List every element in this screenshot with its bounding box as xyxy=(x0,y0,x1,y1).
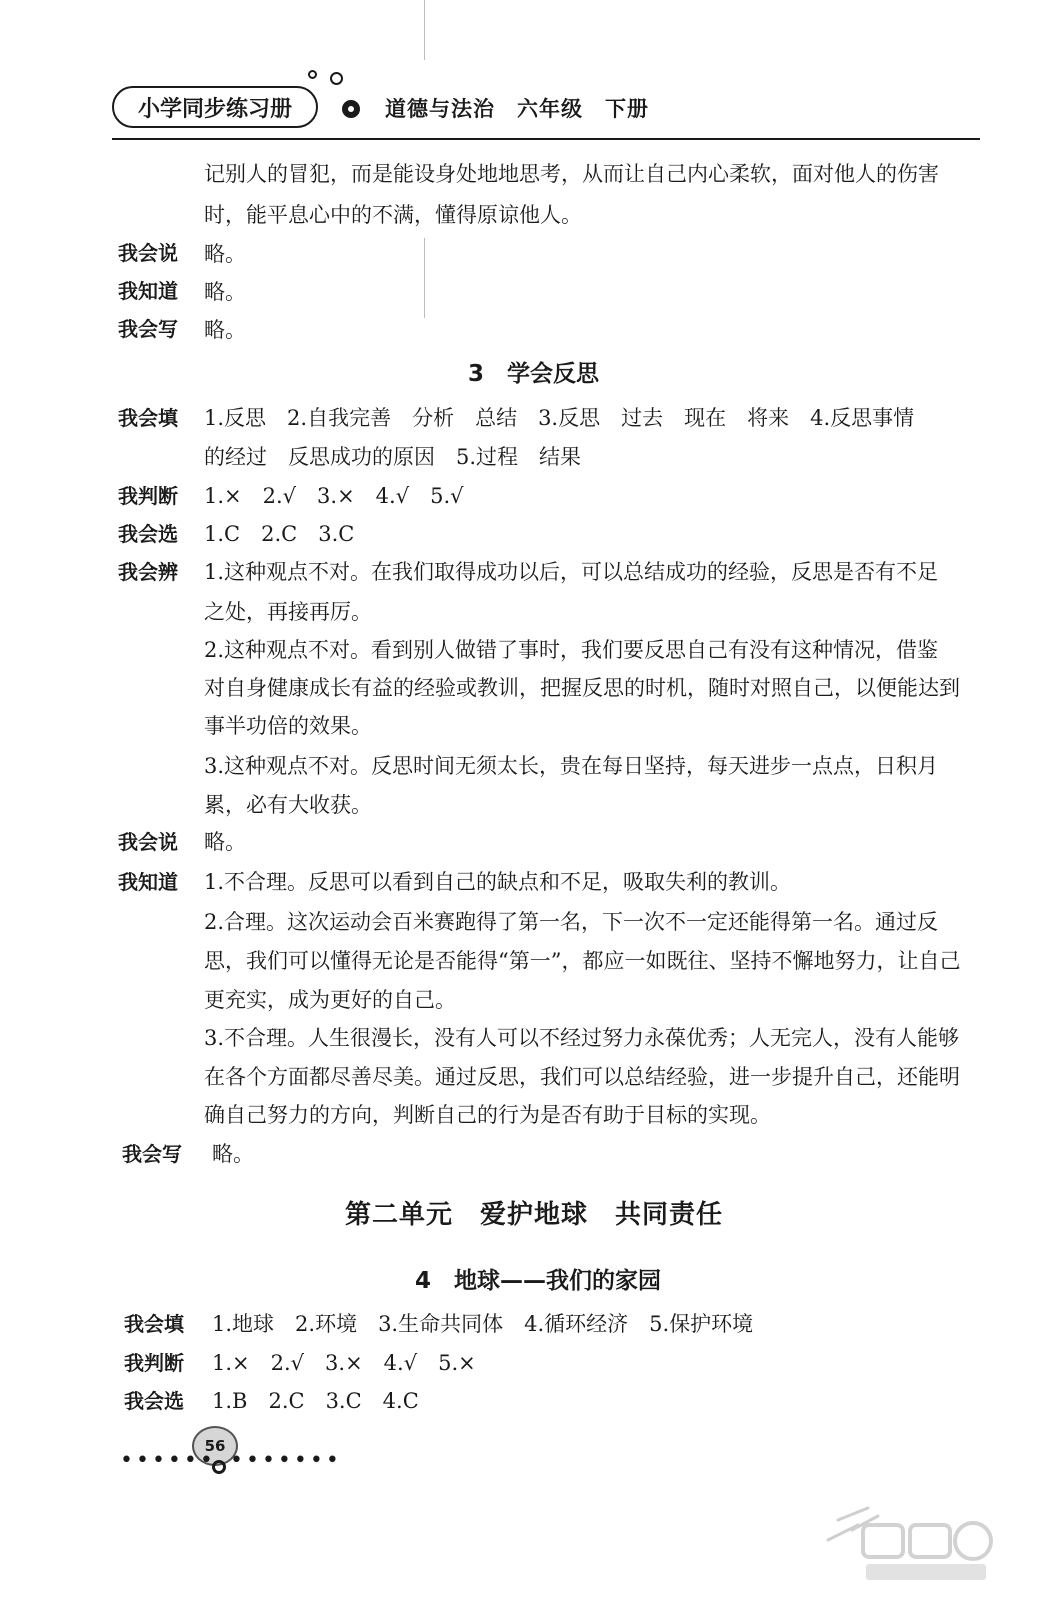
answer-line: 2.合理。这次运动会百米赛跑得了第一名，下一次不一定还能得第一名。通过反 xyxy=(204,910,939,934)
answer-line: 1.地球 2.环境 3.生命共同体 4.循环经济 5.保护环境 xyxy=(212,1312,754,1336)
answer-line: 在各个方面都尽善尽美。通过反思，我们可以总结经验，进一步提升自己，还能明 xyxy=(204,1065,960,1089)
answer-line: 之处，再接再厉。 xyxy=(204,600,372,624)
answer-line: 1.× 2.√ 3.× 4.√ 5.× xyxy=(212,1351,476,1375)
section-label: 我判断 xyxy=(124,1351,184,1375)
section-label: 我知道 xyxy=(118,279,178,303)
answer-line: 1.× 2.√ 3.× 4.√ 5.√ xyxy=(204,484,464,508)
answer-line: 思，我们可以懂得无论是否能得“第一”，都应一如既往、坚持不懈地努力，让自己 xyxy=(204,949,961,973)
answer-line: 2.这种观点不对。看到别人做错了事时，我们要反思自己有没有这种情况，借鉴 xyxy=(204,638,939,662)
footer-dots-left: •••••• xyxy=(120,1448,216,1473)
footer-dots-right: ••••••• xyxy=(230,1448,342,1473)
answer-line: 事半功倍的效果。 xyxy=(204,714,372,738)
answer-line: 更充实，成为更好的自己。 xyxy=(204,988,456,1012)
decor-circle-small-icon xyxy=(308,70,317,79)
section-label: 我会说 xyxy=(118,830,178,854)
lesson-title: 3 学会反思 xyxy=(468,361,600,387)
lesson-title: 4 地球——我们的家园 xyxy=(415,1268,662,1294)
section-answer: 略。 xyxy=(204,280,246,304)
section-answer: 略。 xyxy=(204,242,246,266)
ring-bullet-icon xyxy=(342,100,360,118)
section-label: 我判断 xyxy=(118,484,178,508)
answer-line: 1.不合理。反思可以看到自己的缺点和不足，吸取失利的教训。 xyxy=(204,870,792,894)
unit-title: 第二单元 爱护地球 共同责任 xyxy=(345,1200,724,1230)
answer-line: 3.这种观点不对。反思时间无须太长，贵在每日坚持，每天进步一点点，日积月 xyxy=(204,754,939,778)
book-title: 小学同步练习册 xyxy=(112,86,318,128)
answer-line: 累，必有大收获。 xyxy=(204,793,372,817)
decor-circle-medium-icon xyxy=(330,72,343,85)
answer-line: 对自身健康成长有益的经验或教训，把握反思的时机，随时对照自己，以便能达到 xyxy=(204,676,960,700)
watermark-logo-icon xyxy=(808,1500,1008,1590)
page-number: 56 xyxy=(204,1437,226,1455)
footer-ring-icon xyxy=(212,1460,226,1474)
section-answer: 略。 xyxy=(204,318,246,342)
answer-line: 略。 xyxy=(212,1142,254,1166)
section-label: 我会填 xyxy=(124,1312,184,1336)
page-fold-line xyxy=(424,0,425,60)
answer-line: 1.这种观点不对。在我们取得成功以后，可以总结成功的经验，反思是否有不足 xyxy=(204,560,939,584)
answer-line: 略。 xyxy=(204,830,246,854)
section-label: 我会辨 xyxy=(118,560,178,584)
answer-line: 1.B 2.C 3.C 4.C xyxy=(212,1389,419,1413)
answer-line: 1.C 2.C 3.C xyxy=(204,522,355,546)
answer-line: 确自己努力的方向，判断自己的行为是否有助于目标的实现。 xyxy=(204,1103,771,1127)
answer-line: 1.反思 2.自我完善 分析 总结 3.反思 过去 现在 将来 4.反思事情 xyxy=(204,406,915,430)
paragraph-line: 记别人的冒犯，而是能设身处地地思考，从而让自己内心柔软，面对他人的伤害 xyxy=(204,162,939,186)
section-label: 我会写 xyxy=(122,1142,182,1166)
paragraph-line: 时，能平息心中的不满，懂得原谅他人。 xyxy=(204,203,582,227)
section-label: 我会选 xyxy=(118,522,178,546)
header-subject: 道德与法治 六年级 下册 xyxy=(385,97,649,121)
page-fold-line xyxy=(424,238,425,318)
header-divider xyxy=(112,138,980,140)
section-label: 我会写 xyxy=(118,317,178,341)
section-label: 我会填 xyxy=(118,406,178,430)
section-label: 我会说 xyxy=(118,241,178,265)
section-label: 我会选 xyxy=(124,1389,184,1413)
answer-line: 的经过 反思成功的原因 5.过程 结果 xyxy=(204,445,582,469)
answer-line: 3.不合理。人生很漫长，没有人可以不经过努力永葆优秀；人无完人，没有人能够 xyxy=(204,1026,960,1050)
section-label: 我知道 xyxy=(118,870,178,894)
